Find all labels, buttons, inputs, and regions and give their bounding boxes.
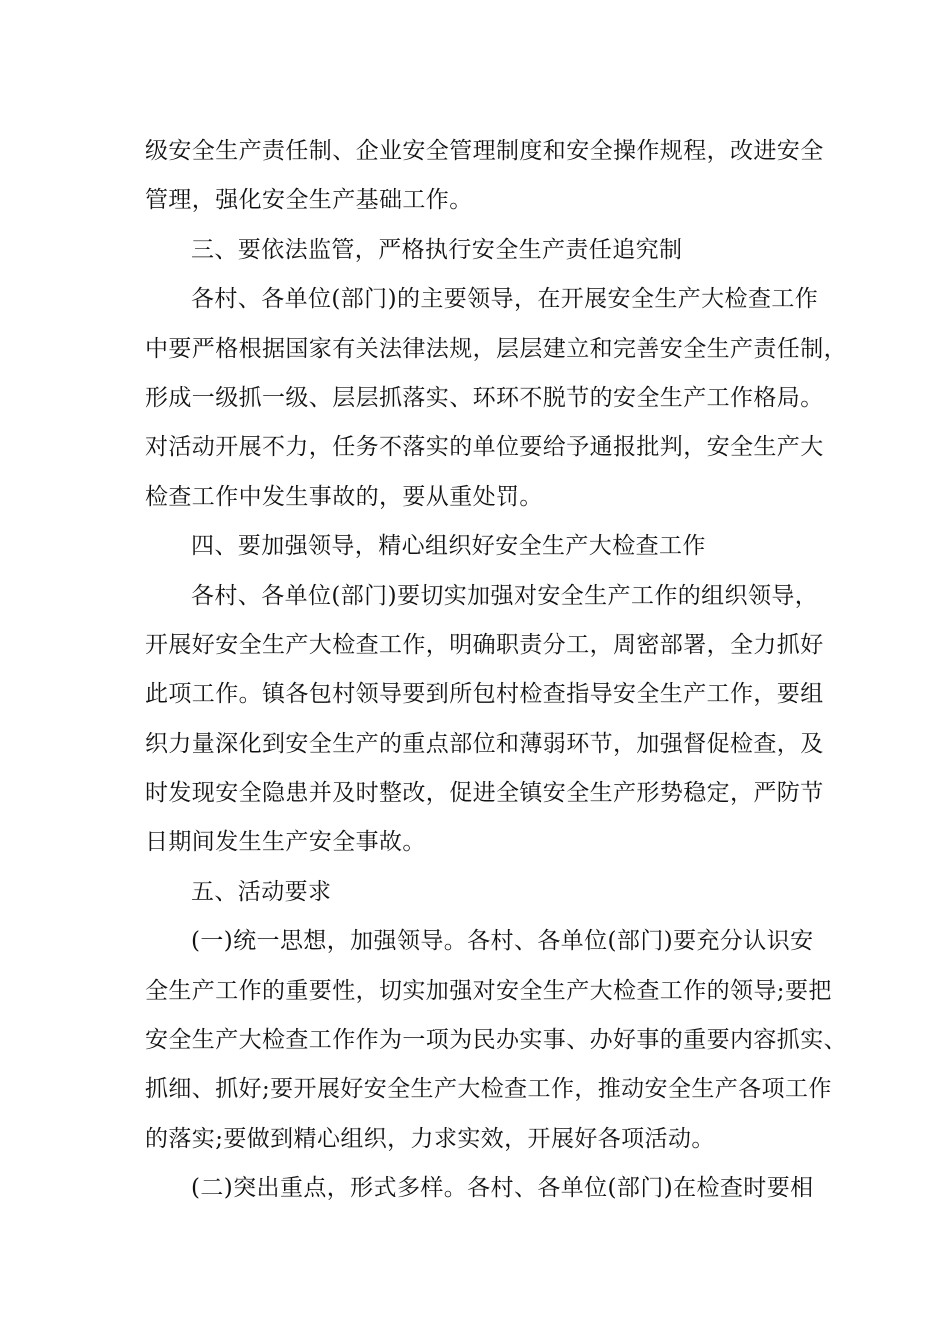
text-line: 此项工作。镇各包村领导要到所包村检查指导安全生产工作，要组 xyxy=(145,681,824,708)
text-line: 级安全生产责任制、企业安全管理制度和安全操作规程，改进安全 xyxy=(145,138,824,164)
text-line: 安全生产大检查工作作为一项为民办实事、办好事的重要内容抓实、 xyxy=(145,1027,847,1054)
text-line: 形成一级抓一级、层层抓落实、环环不脱节的安全生产工作格局。 xyxy=(145,384,824,411)
text-line: 中要严格根据国家有关法律法规，层层建立和完善安全生产责任制， xyxy=(145,335,847,362)
text-line: 时发现安全隐患并及时整改，促进全镇安全生产形势稳定，严防节 xyxy=(145,780,824,807)
section-heading: 五、活动要求 xyxy=(191,878,332,905)
text-line: 管理，强化安全生产基础工作。 xyxy=(145,187,473,214)
text-line: 全生产工作的重要性，切实加强对安全生产大检查工作的领导;要把 xyxy=(145,977,832,1004)
section-heading: 三、要依法监管，严格执行安全生产责任追究制 xyxy=(191,236,683,263)
text-line: 开展好安全生产大检查工作，明确职责分工，周密部署，全力抓好 xyxy=(145,631,824,658)
text-line: 日期间发生生产安全事故。 xyxy=(145,829,426,856)
text-line: (二)突出重点，形式多样。各村、各单位(部门)在检查时要相 xyxy=(191,1175,814,1202)
section-heading: 四、要加强领导，精心组织好安全生产大检查工作 xyxy=(191,533,706,560)
text-line: 检查工作中发生事故的，要从重处罚。 xyxy=(145,483,543,510)
text-line: 各村、各单位(部门)的主要领导，在开展安全生产大检查工作 xyxy=(191,286,819,313)
text-line: 织力量深化到安全生产的重点部位和薄弱环节，加强督促检查，及 xyxy=(145,730,824,757)
text-line: 抓细、抓好;要开展好安全生产大检查工作，推动安全生产各项工作 xyxy=(145,1076,832,1103)
text-line: 的落实;要做到精心组织，力求实效，开展好各项活动。 xyxy=(145,1125,715,1152)
text-line: 对活动开展不力，任务不落实的单位要给予通报批判，安全生产大 xyxy=(145,434,824,461)
document-body xyxy=(145,127,845,1214)
text-line: 各村、各单位(部门)要切实加强对安全生产工作的组织领导， xyxy=(191,582,819,609)
text-line: (一)统一思想，加强领导。各村、各单位(部门)要充分认识安 xyxy=(191,928,814,955)
